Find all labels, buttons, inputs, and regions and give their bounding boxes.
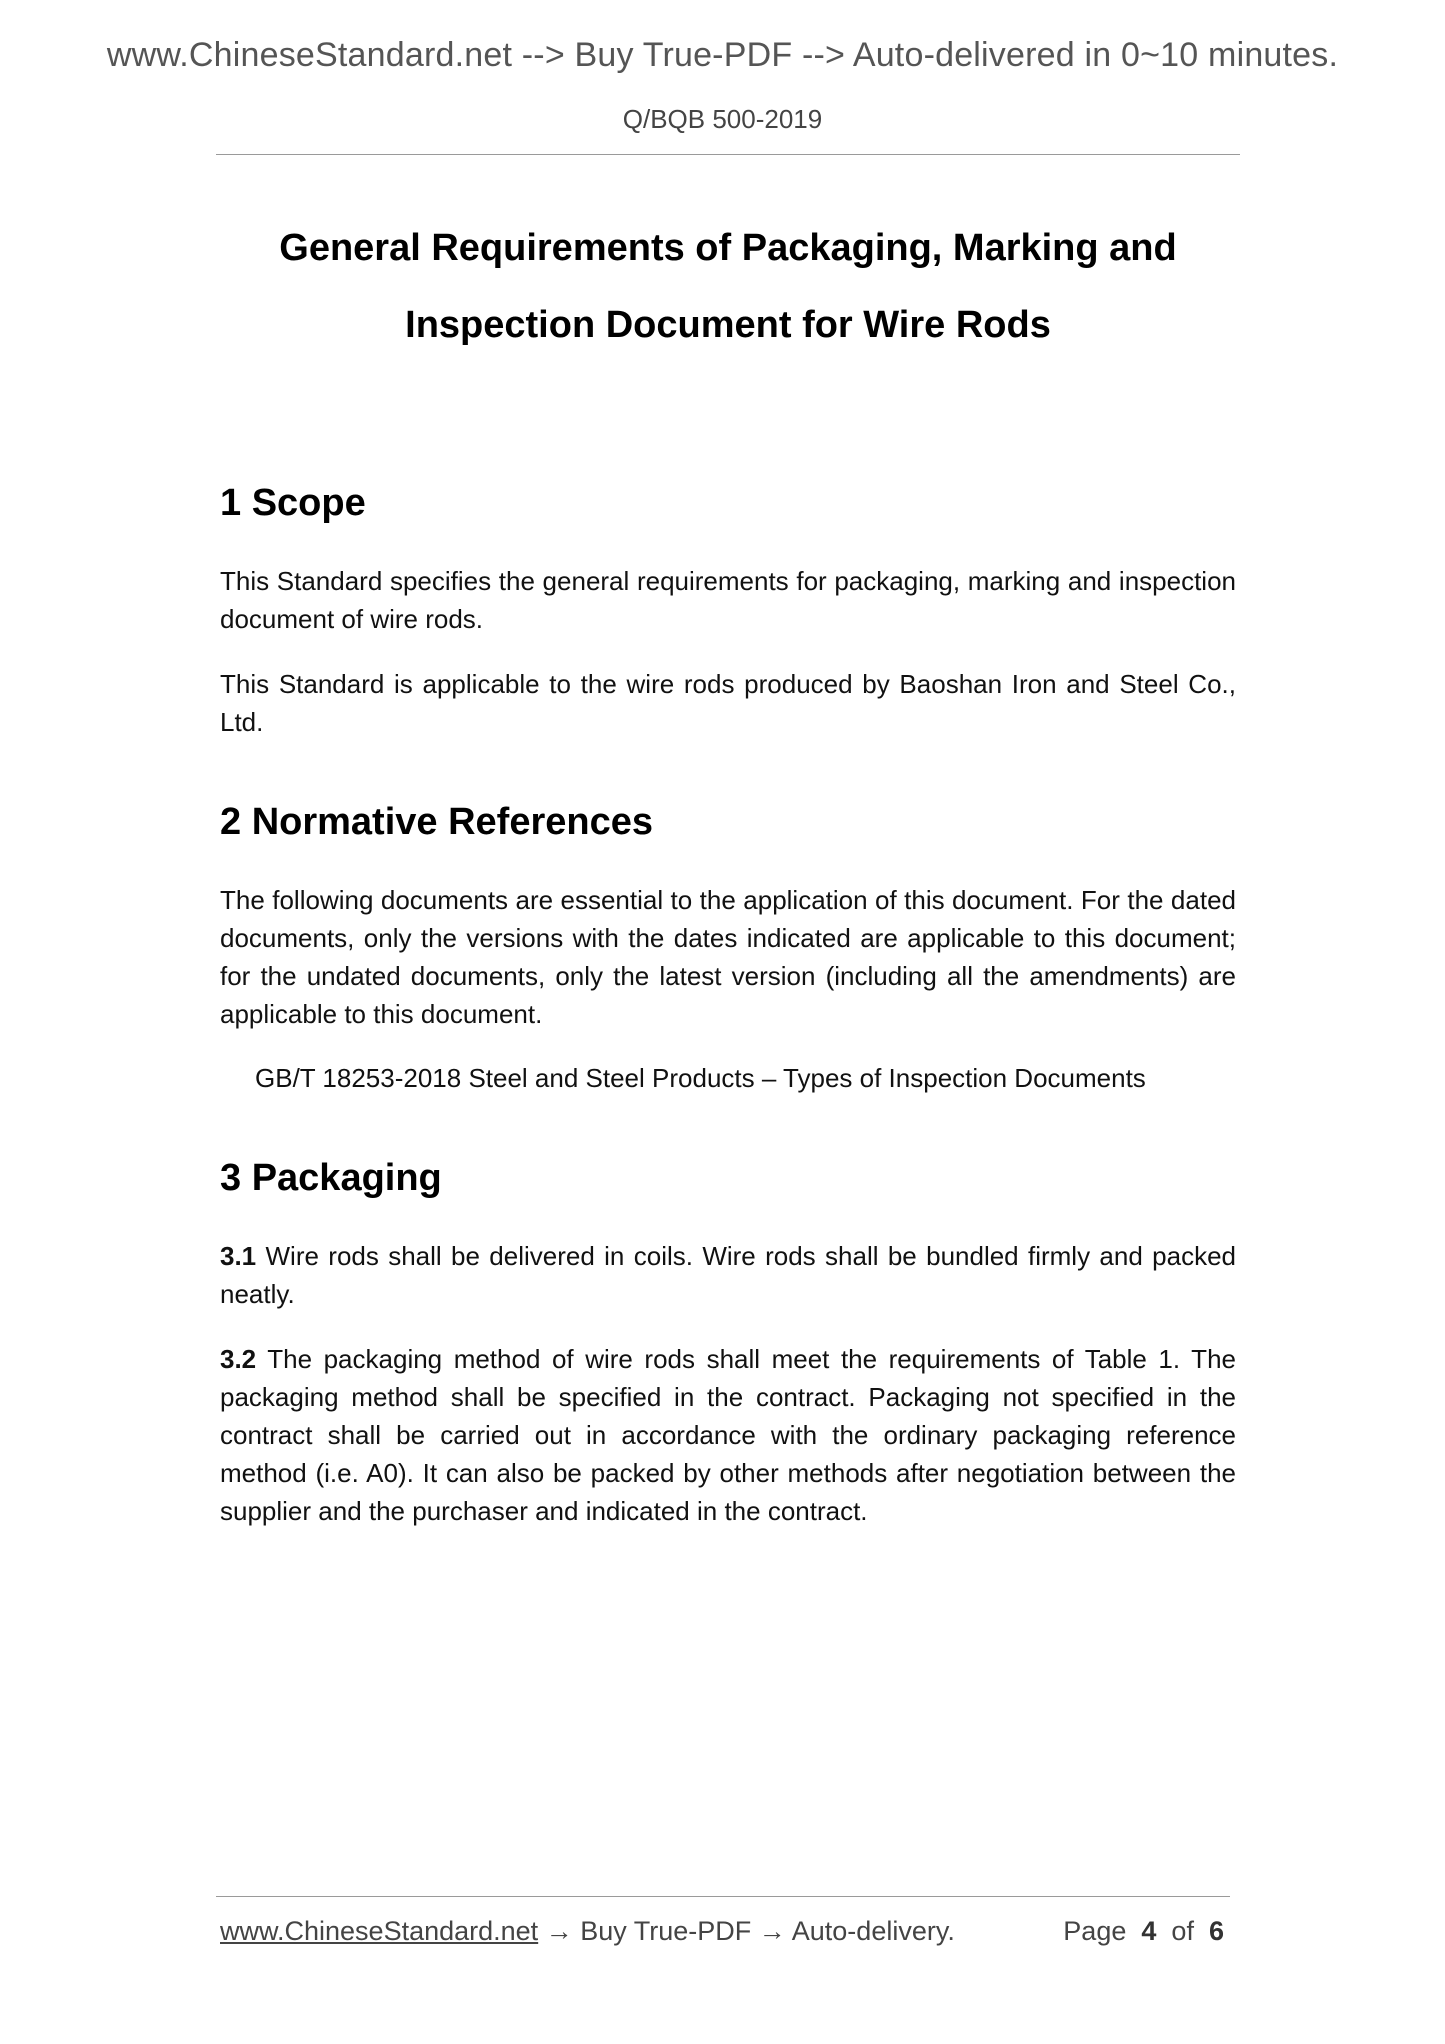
- document-title: [216, 210, 1240, 364]
- section-heading-references: 2 Normative References: [220, 801, 653, 843]
- page-total: 6: [1208, 1916, 1224, 1946]
- section-scope: [220, 478, 1236, 741]
- clause-number: 3.1: [220, 1241, 257, 1271]
- footer-divider: [216, 1896, 1230, 1897]
- auto-delivery-text: Auto-delivery.: [791, 1916, 955, 1946]
- footer-links: [220, 1916, 955, 1947]
- document-code: Q/BQB 500-2019: [622, 104, 823, 134]
- page-footer: [220, 1916, 1230, 1956]
- top-banner: www.ChineseStandard.net --> Buy True-PDF --> Auto-delivered in 0~10 minutes.: [106, 36, 1339, 74]
- page-label: Page: [1063, 1916, 1127, 1946]
- clause-number: 3.2: [220, 1344, 257, 1374]
- clause-text: The packaging method of wire rods shall meet the requirements of Table 1. The packaging method shall be specified in the contract. Packaging not specified in the contract shall be carried out in accordance with the ordinary packaging reference method (i.e. A0). It can also be packed by other methods after negotiation between the supplier and the purchaser and indicated in the contract.: [220, 1344, 1236, 1526]
- section-normative-references: [220, 797, 1236, 1097]
- document-title-line-2: Inspection Document for Wire Rods: [405, 304, 1051, 346]
- arrow-right-icon: →: [751, 1916, 792, 1946]
- page-indicator: [1063, 1916, 1224, 1947]
- scope-paragraph-2: This Standard is applicable to the wire rods produced by Baoshan Iron and Steel Co., Ltd.: [220, 669, 1236, 737]
- clause-text: Wire rods shall be delivered in coils. Wire rods shall be bundled firmly and packed neatly.: [220, 1241, 1236, 1309]
- clause-3-2: [220, 1340, 1236, 1530]
- clause-3-1: [220, 1237, 1236, 1313]
- document-body: [220, 478, 1236, 1530]
- section-heading-packaging: 3 Packaging: [220, 1157, 442, 1199]
- references-paragraph: The following documents are essential to the application of this document. For the dated documents, only the versions with the dates indicated are applicable to this document; for the undated documents, only the latest version (including all the amendments) are applicable to this document.: [220, 885, 1236, 1029]
- section-packaging: [220, 1153, 1236, 1530]
- page-of-label: of: [1171, 1916, 1194, 1946]
- buy-pdf-text: Buy True-PDF: [580, 1916, 752, 1946]
- document-title-line-1: General Requirements of Packaging, Marking and: [279, 227, 1177, 269]
- reference-item: GB/T 18253-2018 Steel and Steel Products – Types of Inspection Documents: [255, 1063, 1146, 1093]
- scope-paragraph-1: This Standard specifies the general requirements for packaging, marking and inspection document of wire rods.: [220, 566, 1236, 634]
- page-current: 4: [1141, 1916, 1157, 1946]
- website-link[interactable]: www.ChineseStandard.net: [220, 1916, 539, 1946]
- header-divider: [216, 154, 1240, 155]
- arrow-right-icon: →: [538, 1916, 581, 1946]
- section-heading-scope: 1 Scope: [220, 482, 366, 524]
